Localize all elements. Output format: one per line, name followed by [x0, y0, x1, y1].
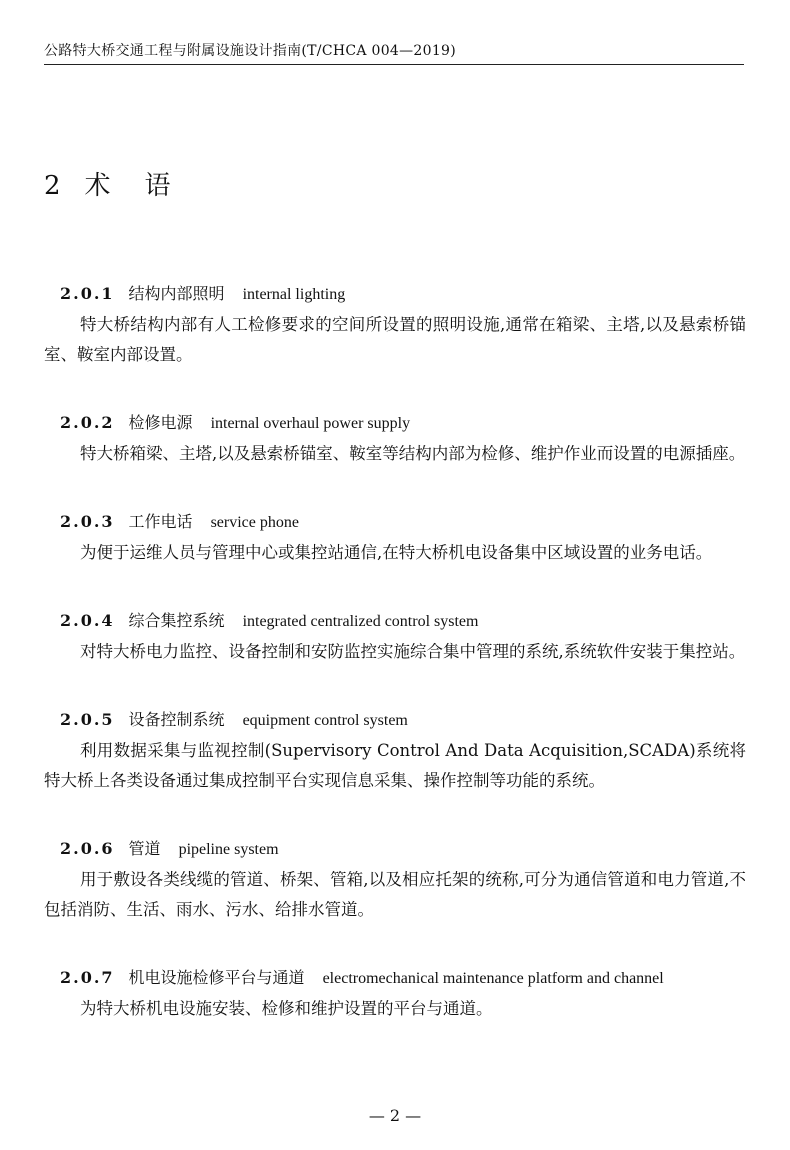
term-heading	[44, 836, 746, 863]
term-number: 2.0.3	[60, 512, 115, 531]
term-english: pipeline system	[178, 841, 279, 858]
chapter-number: 2	[44, 171, 61, 201]
term-chinese: 综合集控系统	[128, 611, 225, 630]
term-entry	[44, 410, 746, 469]
term-definition: 为便于运维人员与管理中心或集控站通信,在特大桥机电设备集中区域设置的业务电话。	[80, 543, 713, 562]
terms-list	[44, 281, 746, 1064]
term-english: internal lighting	[242, 286, 346, 303]
term-chinese: 工作电话	[128, 512, 193, 531]
term-heading	[44, 281, 746, 308]
term-heading	[44, 410, 746, 437]
term-english: service phone	[210, 514, 299, 531]
term-english: electromechanical maintenance platform and channel	[322, 970, 664, 987]
term-number: 2.0.6	[60, 839, 115, 858]
term-entry	[44, 509, 746, 568]
term-chinese: 管道	[128, 839, 161, 858]
term-definition: 特大桥箱梁、主塔,以及悬索桥锚室、鞍室等结构内部为检修、维护作业而设置的电源插座。	[80, 444, 746, 463]
term-english: internal overhaul power supply	[210, 415, 411, 432]
term-chinese: 机电设施检修平台与通道	[128, 968, 305, 987]
chapter-heading	[44, 168, 205, 204]
term-chinese: 结构内部照明	[128, 284, 225, 303]
term-heading	[44, 509, 746, 536]
term-english: equipment control system	[242, 712, 408, 729]
term-chinese: 设备控制系统	[128, 710, 225, 729]
term-number: 2.0.7	[60, 968, 115, 987]
term-number: 2.0.5	[60, 710, 115, 729]
term-definition: 用于敷设各类线缆的管道、桥架、管箱,以及相应托架的统称,可分为通信管道和电力管道,不包括消防、生活、雨水、污水、给排水管道。	[44, 870, 746, 919]
term-entry	[44, 836, 746, 925]
term-definition: 特大桥结构内部有人工检修要求的空间所设置的照明设施,通常在箱梁、主塔,以及悬索桥锚室、鞍室内部设置。	[44, 315, 746, 364]
term-heading	[44, 608, 746, 635]
term-entry	[44, 281, 746, 370]
term-definition: 对特大桥电力监控、设备控制和安防监控实施综合集中管理的系统,系统软件安装于集控站。	[80, 642, 746, 661]
term-entry	[44, 608, 746, 667]
term-heading	[44, 707, 746, 734]
term-entry	[44, 707, 746, 796]
term-number: 2.0.1	[60, 284, 115, 303]
term-definition: 为特大桥机电设施安装、检修和维护设置的平台与通道。	[80, 999, 493, 1018]
term-definition: 利用数据采集与监视控制(Supervisory Control And Data Acquisition,SCADA)系统将特大桥上各类设备通过集成控制平台实现信息采集、操作控制等功能的系统。	[44, 741, 746, 790]
running-header: 公路特大桥交通工程与附属设施设计指南(T/CHCA 004—2019)	[44, 43, 457, 59]
term-chinese: 检修电源	[128, 413, 193, 432]
page-number: — 2 —	[368, 1106, 422, 1125]
term-number: 2.0.4	[60, 611, 115, 630]
term-heading	[44, 965, 746, 992]
header-rule	[44, 64, 744, 65]
term-english: integrated centralized control system	[242, 613, 479, 630]
term-entry	[44, 965, 746, 1024]
chapter-title: 术语	[84, 171, 205, 201]
term-number: 2.0.2	[60, 413, 115, 432]
